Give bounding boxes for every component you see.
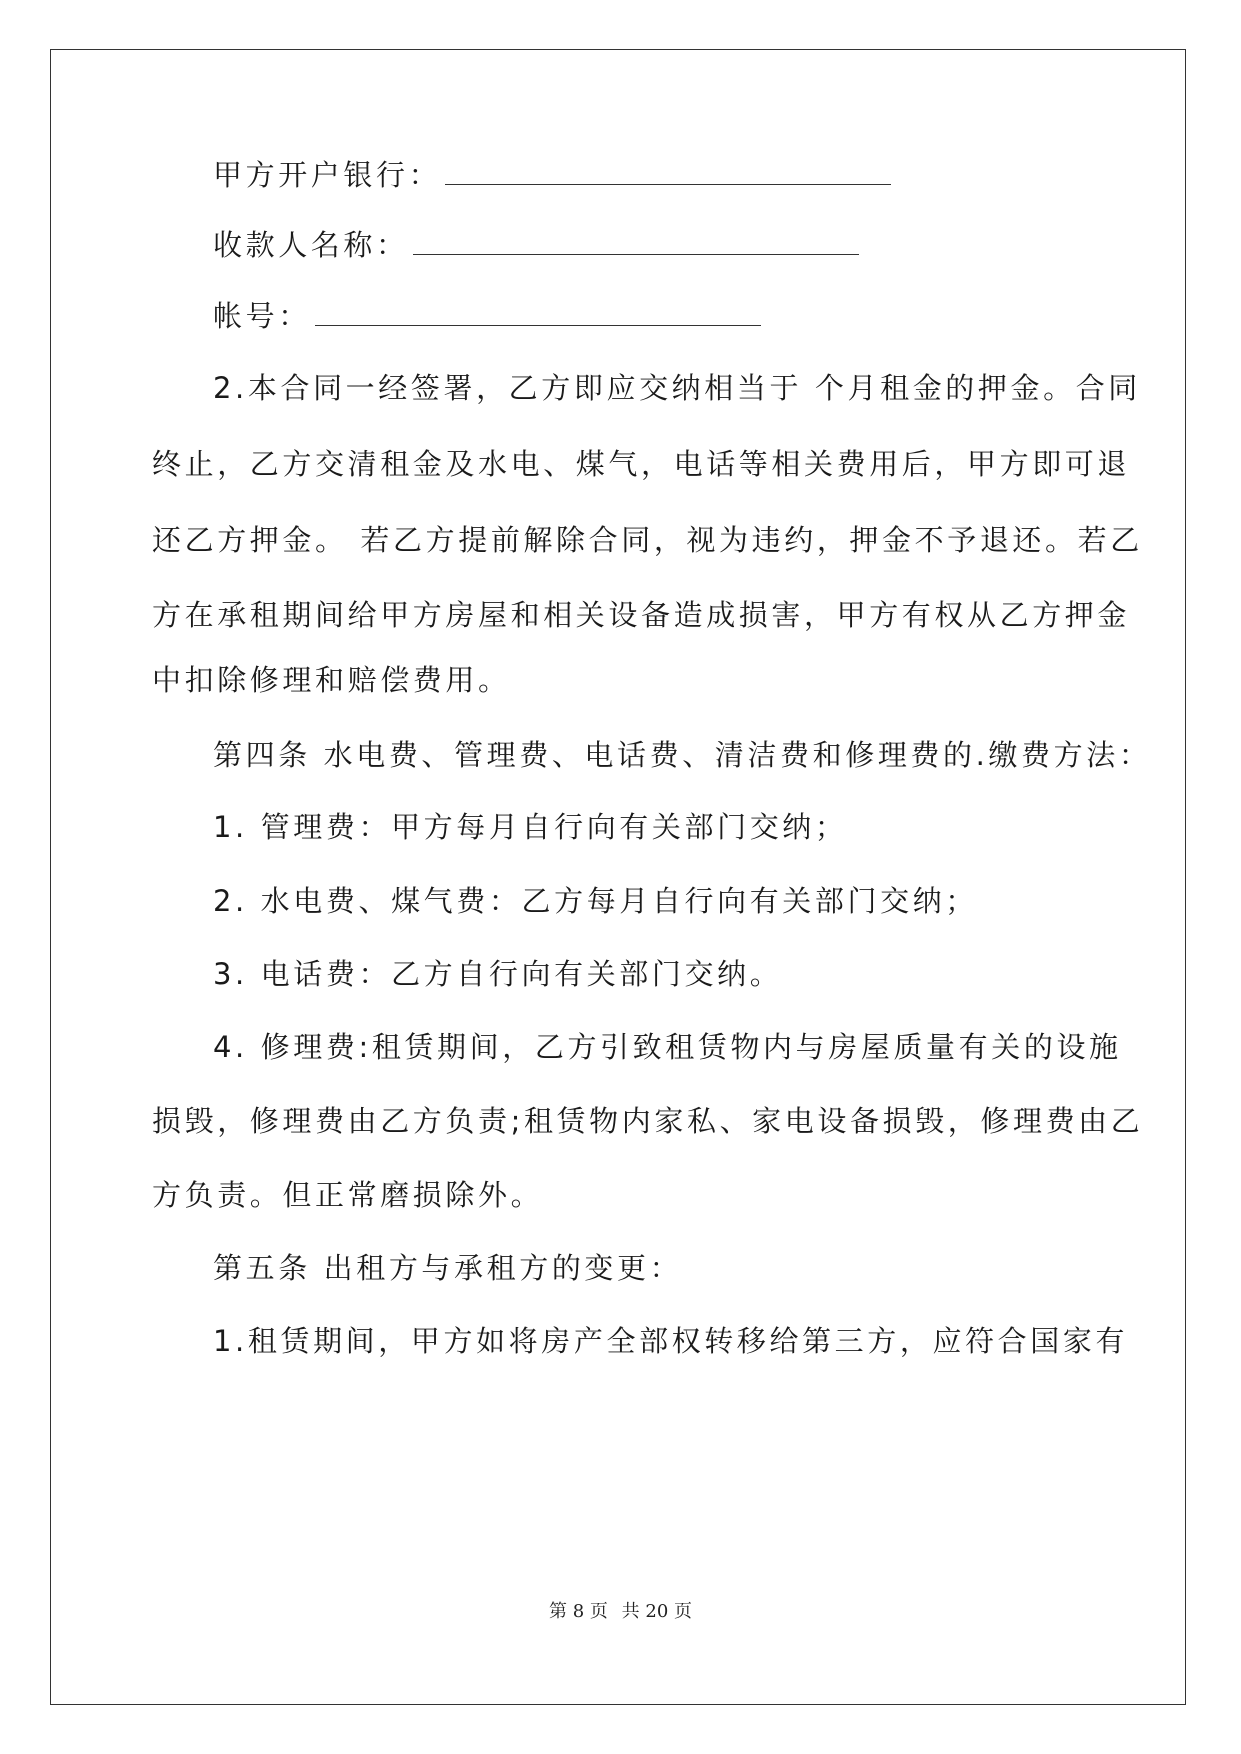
list-item: 1. 管理费：甲方每月自行向有关部门交纳； — [213, 810, 848, 844]
page-total: 共 20 页 — [621, 1601, 692, 1622]
list-item: 4. 修理费:租赁期间，乙方引致租赁物内与房屋质量有关的设施 — [213, 1030, 1122, 1064]
text-line: 还乙方押金。 若乙方提前解除合同，视为违约，押金不予退还。若乙 — [152, 523, 1143, 557]
bank-blank — [445, 158, 891, 185]
text-line: 终止，乙方交清租金及水电、煤气，电话等相关费用后，甲方即可退 — [152, 447, 1131, 481]
text-line: 方在承租期间给甲方房屋和相关设备造成损害，甲方有权从乙方押金 — [152, 598, 1131, 632]
list-item: 3. 电话费：乙方自行向有关部门交纳。 — [213, 957, 783, 991]
account-label: 帐号： — [213, 299, 311, 333]
text-line: 损毁，修理费由乙方负责;租赁物内家私、家电设备损毁，修理费由乙 — [152, 1104, 1144, 1138]
article-heading: 第五条 出租方与承租方的变更： — [213, 1251, 683, 1285]
page-current: 第 8 页 — [549, 1601, 608, 1622]
payee-label: 收款人名称： — [213, 228, 409, 262]
text-line: 方负责。但正常磨损除外。 — [152, 1178, 544, 1212]
list-item: 2. 水电费、煤气费：乙方每月自行向有关部门交纳； — [213, 884, 978, 918]
payee-field-line — [213, 225, 859, 265]
text-line: 中扣除修理和赔偿费用。 — [152, 663, 511, 697]
account-blank — [315, 299, 761, 326]
account-field-line — [213, 296, 761, 336]
list-item: 1.租赁期间，甲方如将房产全部权转移给第三方，应符合国家有 — [213, 1324, 1129, 1358]
payee-blank — [413, 228, 859, 255]
text-line: 2.本合同一经签署，乙方即应交纳相当于 个月租金的押金。合同 — [213, 371, 1141, 405]
article-heading: 第四条 水电费、管理费、电话费、清洁费和修理费的.缴费方法： — [213, 738, 1152, 772]
bank-field-line — [213, 155, 891, 195]
bank-label: 甲方开户银行： — [213, 158, 442, 192]
page-footer — [0, 1600, 1241, 1624]
